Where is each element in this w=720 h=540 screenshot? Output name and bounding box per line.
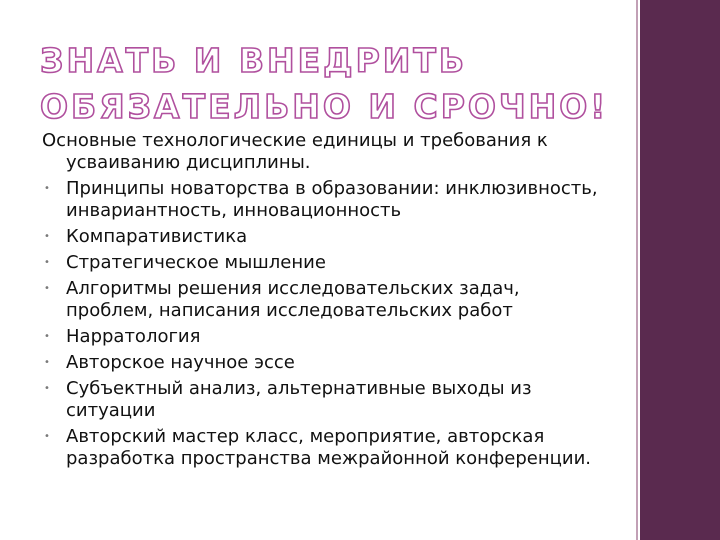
list-item: [42, 426, 602, 470]
list-item: [42, 252, 602, 274]
list-item: [42, 326, 602, 348]
list-item-text: Стратегическое мышление: [66, 252, 326, 273]
lead-text: Основные технологические единицы и требования к усваиванию дисциплины.: [42, 130, 548, 173]
side-decor-bar: [640, 0, 720, 540]
list-item: [42, 278, 602, 322]
title-line-2: ОБЯЗАТЕЛЬНО И СРОЧНО!: [40, 87, 609, 126]
list-item-text: Авторский мастер класс, мероприятие, авторская разработка пространства межрайонной конференции.: [66, 426, 592, 469]
bullet-icon: •: [44, 331, 50, 342]
list-item-text: Нарратология: [66, 326, 201, 347]
bullet-icon: •: [44, 231, 50, 242]
list-item: [42, 178, 602, 222]
side-divider-line: [636, 0, 638, 540]
bullet-icon: •: [44, 257, 50, 268]
list-item: [42, 378, 602, 422]
list-item-text: Алгоритмы решения исследовательских задач, проблем, написания исследовательских работ: [66, 278, 520, 321]
slide-title: [40, 38, 630, 130]
bullet-icon: •: [44, 283, 50, 294]
title-line-1: ЗНАТЬ И ВНЕДРИТЬ: [40, 41, 468, 80]
slide-body: [42, 130, 602, 474]
bullet-icon: •: [44, 183, 50, 194]
bullet-list: [42, 178, 602, 470]
list-item-text: Авторское научное эссе: [66, 352, 295, 373]
list-item-text: Компаративистика: [66, 226, 248, 247]
bullet-icon: •: [44, 383, 50, 394]
bullet-icon: •: [44, 431, 50, 442]
list-item: [42, 352, 602, 374]
list-item-text: Субъектный анализ, альтернативные выходы из ситуации: [66, 378, 532, 421]
list-item: [42, 226, 602, 248]
list-item-text: Принципы новаторства в образовании: инклюзивность, инвариантность, инновационность: [66, 178, 598, 221]
bullet-icon: •: [44, 357, 50, 368]
